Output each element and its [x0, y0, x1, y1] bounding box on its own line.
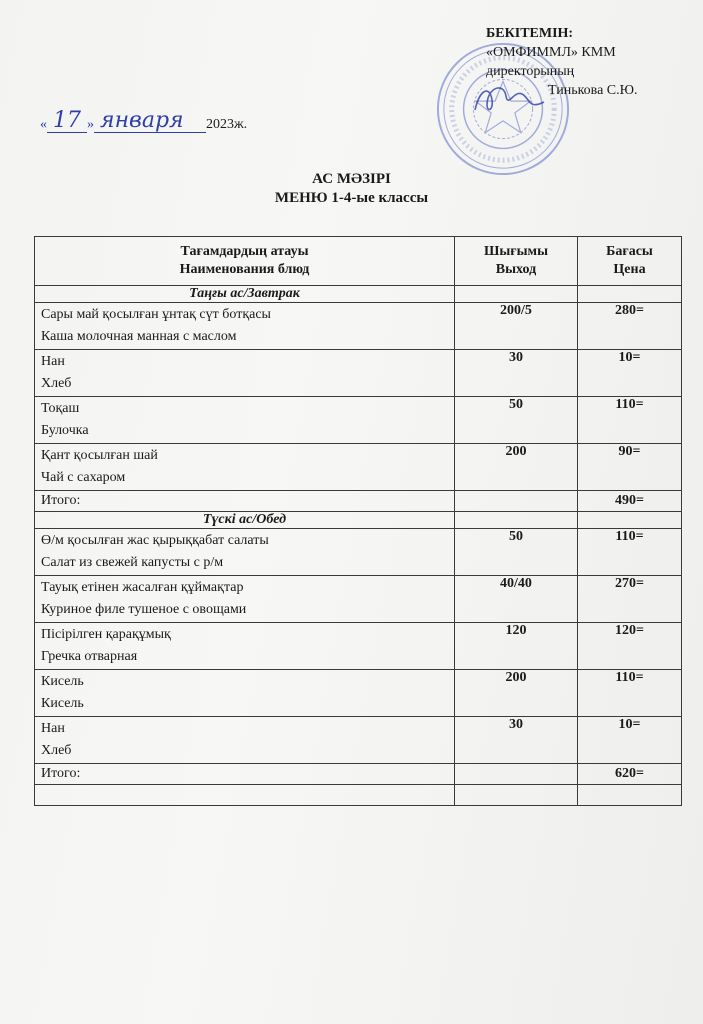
table-row: Сары май қосылған ұнтақ сүт ботқасы Каша молочная манная с маслом 200/5 280=: [35, 303, 682, 350]
menu-heading: [0, 170, 703, 208]
table-row: Тоқаш Булочка 50 110=: [35, 397, 682, 444]
empty-row: [35, 785, 682, 806]
table-row: Нан Хлеб 30 10=: [35, 717, 682, 764]
section-row-breakfast: Таңғы ас/Завтрак: [35, 286, 682, 303]
table-row: Кисель Кисель 200 110=: [35, 670, 682, 717]
menu-title-kz: АС МӘЗІРІ: [312, 171, 391, 187]
table-row: Тауық етінен жасалған құймақтар Куриное филе тушеное с овощами 40/40 270=: [35, 576, 682, 623]
menu-table-body: [35, 286, 682, 806]
date-day: 17: [47, 110, 87, 133]
total-row-lunch: Итого: 620=: [35, 764, 682, 785]
date-month: января: [94, 110, 206, 133]
approval-block: [486, 24, 638, 100]
header-price: Бағасы Цена: [578, 237, 682, 286]
approval-position: директорының: [486, 64, 575, 79]
table-header-row: [35, 237, 682, 286]
menu-table: [34, 236, 682, 806]
menu-title-ru: МЕНЮ 1-4-ые классы: [274, 190, 429, 206]
table-row: Қант қосылған шай Чай с сахаром 200 90=: [35, 444, 682, 491]
date-line: « 17 » января 2023ж.: [40, 108, 248, 133]
approval-title: БЕКІТЕМІН:: [486, 26, 574, 41]
table-row: Ө/м қосылған жас қырыққабат салаты Салат из свежей капусты с р/м 50 110=: [35, 529, 682, 576]
approval-org: «ОМФИММЛ» КММ: [486, 45, 616, 60]
total-row-breakfast: Итого: 490=: [35, 491, 682, 512]
table-row: Нан Хлеб 30 10=: [35, 350, 682, 397]
approval-signer: Тинькова С.Ю.: [548, 83, 638, 98]
header-output: Шығымы Выход: [455, 237, 578, 286]
table-row: Пісірілген қарақұмық Гречка отварная 120 120=: [35, 623, 682, 670]
date-year: 2023ж.: [206, 117, 248, 132]
section-row-lunch: Түскі ас/Обед: [35, 512, 682, 529]
header-dish-name: Тағамдардың атауы Наименования блюд: [35, 237, 455, 286]
